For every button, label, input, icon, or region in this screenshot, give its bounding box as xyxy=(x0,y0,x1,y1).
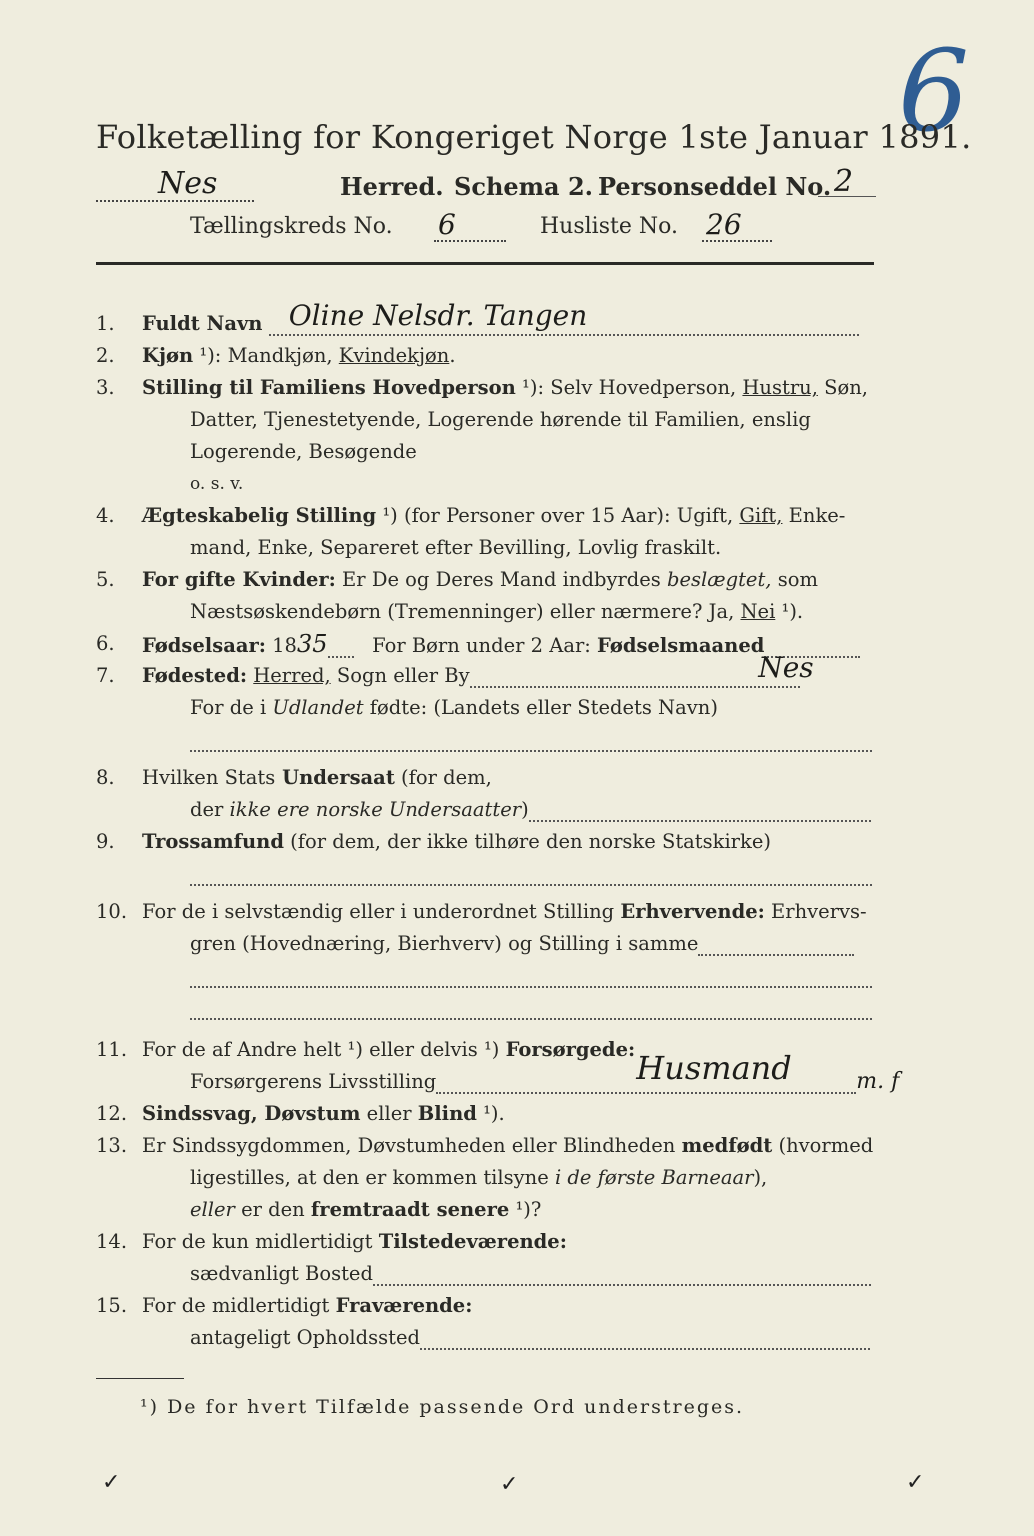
item-4: 4. Ægteskabelig Stilling ¹) (for Personer over 15 Aar): Ugift, Gift, Enke- xyxy=(96,504,846,527)
item-5: 5. For gifte Kvinder: Er De og Deres Mand indbyrdes beslægtet, som xyxy=(96,568,818,591)
herred-label: Herred. xyxy=(340,172,444,201)
birthplace-selected: Herred, xyxy=(253,664,331,687)
item-10: 10. For de i selvstændig eller i underordnet Stilling Erhvervende: Erhvervs- xyxy=(96,900,867,923)
item-13: 13. Er Sindssygdommen, Døvstumheden eller Blindheden medfødt (hvormed xyxy=(96,1134,874,1157)
page-number: 6 xyxy=(898,27,970,157)
item-7: 7. Fødested: Herred, Sogn eller By Nes xyxy=(96,650,814,687)
taellingskreds-label: Tællingskreds No. xyxy=(190,214,393,239)
item-2: 2. Kjøn ¹): Mandkjøn, Kvindekjøn. xyxy=(96,344,456,367)
form-title: Folketælling for Kongeriget Norge 1ste Januar 1891. xyxy=(96,118,972,156)
item-6: 6. Fødselsaar: 1835 For Børn under 2 Aar: Fødselsmaaned xyxy=(96,628,876,660)
item-14: 14. For de kun midlertidigt Tilstedeværende: xyxy=(96,1230,567,1253)
personseddel-label: Personseddel No. xyxy=(598,172,832,201)
birthplace-value: Nes xyxy=(758,650,814,684)
item-9: 9. Trossamfund (for dem, der ikke tilhøre den norske Statskirke) xyxy=(96,830,771,853)
item-1-label: Fuldt Navn xyxy=(142,312,263,335)
binding-mark-left: ✓ xyxy=(102,1470,121,1495)
husliste-value: 26 xyxy=(706,208,742,241)
taellingskreds-value: 6 xyxy=(438,208,456,241)
marital-selected: Gift, xyxy=(739,504,783,527)
item-11: 11. For de af Andre helt ¹) eller delvis ¹) Forsørgede: xyxy=(96,1038,636,1061)
personseddel-value: 2 xyxy=(834,164,854,199)
item-8: 8. Hvilken Stats Undersaat (for dem, xyxy=(96,766,492,789)
subheader-line xyxy=(190,208,810,246)
birth-year-value: 35 xyxy=(296,630,328,658)
provider-occupation-extra: m. f xyxy=(856,1069,900,1094)
related-selected: Nei xyxy=(740,600,776,623)
gender-selected: Kvindekjøn xyxy=(338,344,450,367)
full-name-value: Oline Nelsdr. Tangen xyxy=(288,298,588,332)
schema-label: Schema 2. xyxy=(454,172,594,201)
header-rule xyxy=(96,262,874,265)
herred-value: Nes xyxy=(158,166,218,201)
family-position-selected: Hustru, xyxy=(742,376,818,399)
footnote-rule xyxy=(96,1378,184,1379)
binding-mark-center: ✓ xyxy=(500,1472,519,1497)
item-1: 1. Fuldt Navn Oline Nelsdr. Tangen xyxy=(96,308,876,340)
provider-occupation-value: Husmand xyxy=(636,1048,792,1087)
item-12: 12. Sindssvag, Døvstum eller Blind ¹). xyxy=(96,1102,505,1125)
footnote: ¹) De for hvert Tilfælde passende Ord understreges. xyxy=(140,1396,745,1418)
husliste-label: Husliste No. xyxy=(540,214,678,239)
binding-mark-right: ✓ xyxy=(906,1470,925,1495)
item-15: 15. For de midlertidigt Fraværende: xyxy=(96,1294,473,1317)
form-items: 1. Fuldt Navn Oline Nelsdr. Tangen 2. Kjøn ¹): Mandkjøn, Kvindekjøn. 3. Stilling til Familiens Hovedperson ¹): Selv Hovedperson, Hustru, Søn, Datter, Tjenestetyende, Logerende hørende til Familien, enslig Logerende, Besøgende o. s. v. 4. Ægteskabelig Stilling ¹) (for Personer over 15 Aar): Ugift, Gift, Enke- mand, Enke, Separeret efter Bevilling, Lovlig fraskilt. 5. For gifte Kvinder: Er De og Deres Mand indbyrdes beslægtet, som Næstsøskendebørn (Tremenninger) eller nærmere? Ja, Nei ¹). 6. Fødselsaar: 1835 For Børn under 2 Aar: Fødselsmaaned 7. Fødested: Herred, Sogn eller By Nes For de i Udlandet fødte: (Landets eller Stedets Navn) 8. Hvilken Stats Undersaat (for dem, der ikke ere norske Undersaatter) 9. Trossamfund (for dem, der ikke tilhøre den norske Statskirke) 10. For de i selvstændig eller i underordnet Stilling Erhvervende: Erhvervs- gren (Hovednæring, Bierhverv) og Stilling i samme 11. For de af Andre helt ¹) eller delvis ¹) Forsørgede: Forsørgerens Livsstilling Husmand m. f 12. Sindssvag, Døvstum eller Blind ¹). 13. Er Sindssygdommen, Døvstumheden eller Blindheden medfødt (hvormed ligestilles, at den er kommen tilsyne i de første Barneaar), eller er den fremtraadt senere ¹)? 14. For de kun midlertidigt Tilstedeværende: sædvanligt Bosted 15. For de midlertidigt Fraværende: antageligt Opholdssted xyxy=(96,298,900,1349)
item-3: 3. Stilling til Familiens Hovedperson ¹): Selv Hovedperson, Hustru, Søn, xyxy=(96,376,868,399)
header-line xyxy=(96,164,886,206)
